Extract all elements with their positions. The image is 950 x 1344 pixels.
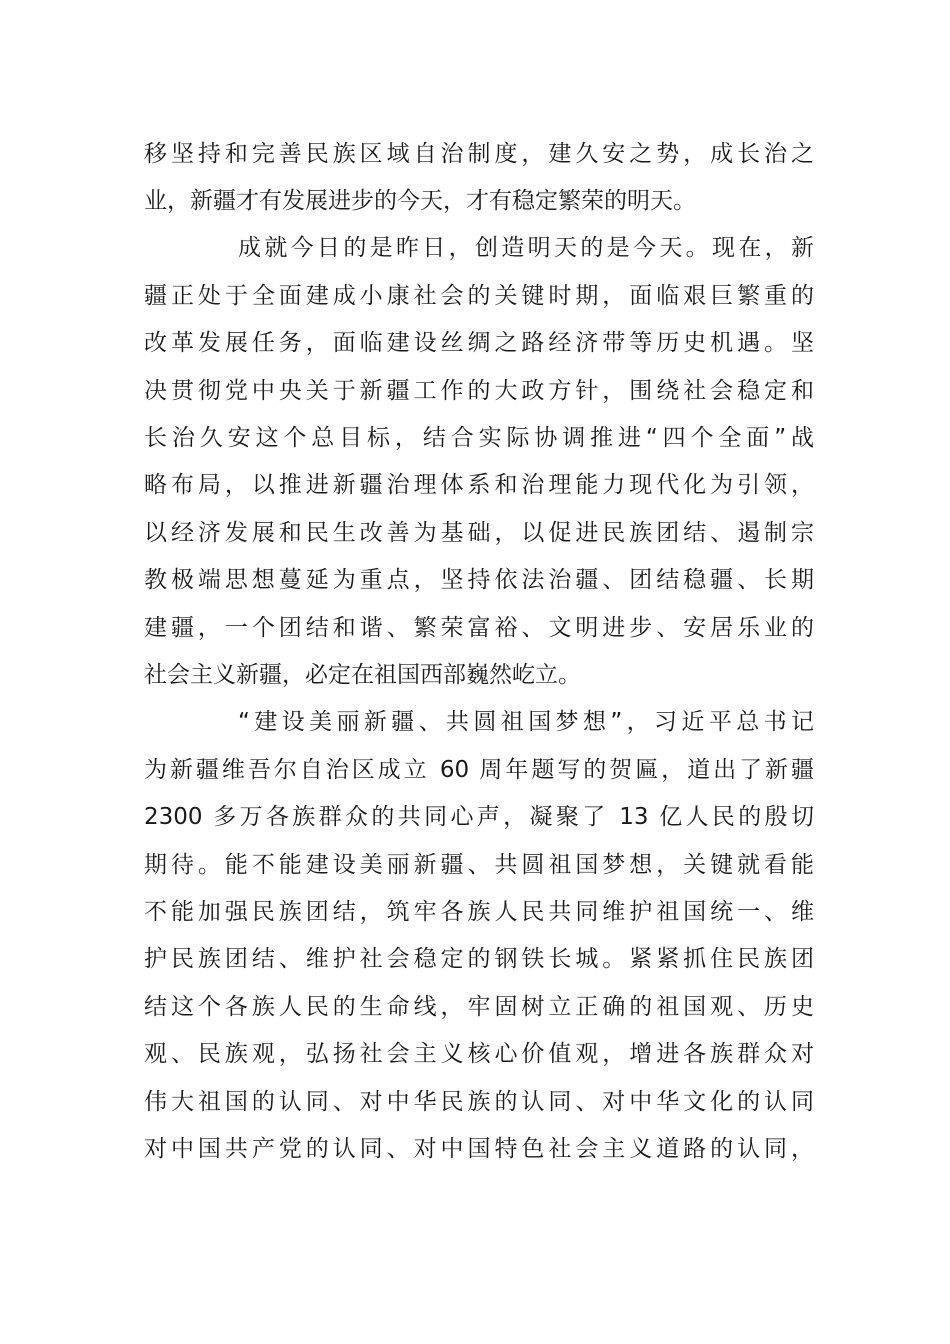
text-line: 结这个各族人民的生命线，牢固树立正确的祖国观、历史 <box>144 994 814 1020</box>
text-line: 为新疆维吾尔自治区成立 60 周年题写的贺匾，道出了新疆 <box>144 757 814 783</box>
paragraph-first-line: 成就今日的是昨日，创造明天的是今天。现在，新 <box>238 235 814 261</box>
text-line: 护民族团结、维护社会稳定的钢铁长城。紧紧抓住民族团 <box>144 946 814 972</box>
text-line: 业，新疆才有发展进步的今天，才有稳定繁荣的明天。 <box>144 188 696 214</box>
text-line: 疆正处于全面建成小康社会的关键时期，面临艰巨繁重的 <box>144 283 814 309</box>
text-line: 改革发展任务，面临建设丝绸之路经济带等历史机遇。坚 <box>144 330 814 356</box>
text-line: 移坚持和完善民族区域自治制度，建久安之势，成长治之 <box>144 141 814 167</box>
text-line: 教极端思想蔓延为重点，坚持依法治疆、团结稳疆、长期 <box>144 567 814 593</box>
text-line: 期待。能不能建设美丽新疆、共圆祖国梦想，关键就看能 <box>144 852 814 878</box>
text-line: 伟大祖国的认同、对中华民族的认同、对中华文化的认同 <box>144 1089 814 1115</box>
paragraph-first-line: “建设美丽新疆、共圆祖国梦想”，习近平总书记 <box>238 709 814 735</box>
text-line: 略布局，以推进新疆治理体系和治理能力现代化为引领， <box>144 472 814 498</box>
text-line: 决贯彻党中央关于新疆工作的大政方针，围绕社会稳定和 <box>144 378 814 404</box>
text-line: 观、民族观，弘扬社会主义核心价值观，增进各族群众对 <box>144 1041 814 1067</box>
text-line: 以经济发展和民生改善为基础，以促进民族团结、遏制宗 <box>144 520 814 546</box>
text-line: 2300 多万各族群众的共同心声，凝聚了 13 亿人民的殷切 <box>144 804 814 830</box>
text-line: 长治久安这个总目标，结合实际协调推进“四个全面”战 <box>144 425 814 451</box>
text-line: 不能加强民族团结，筑牢各族人民共同维护祖国统一、维 <box>144 899 814 925</box>
text-line: 对中国共产党的认同、对中国特色社会主义道路的认同， <box>144 1136 814 1162</box>
text-line: 建疆，一个团结和谐、繁荣富裕、文明进步、安居乐业的 <box>144 615 814 641</box>
text-line: 社会主义新疆，必定在祖国西部巍然屹立。 <box>144 662 581 688</box>
